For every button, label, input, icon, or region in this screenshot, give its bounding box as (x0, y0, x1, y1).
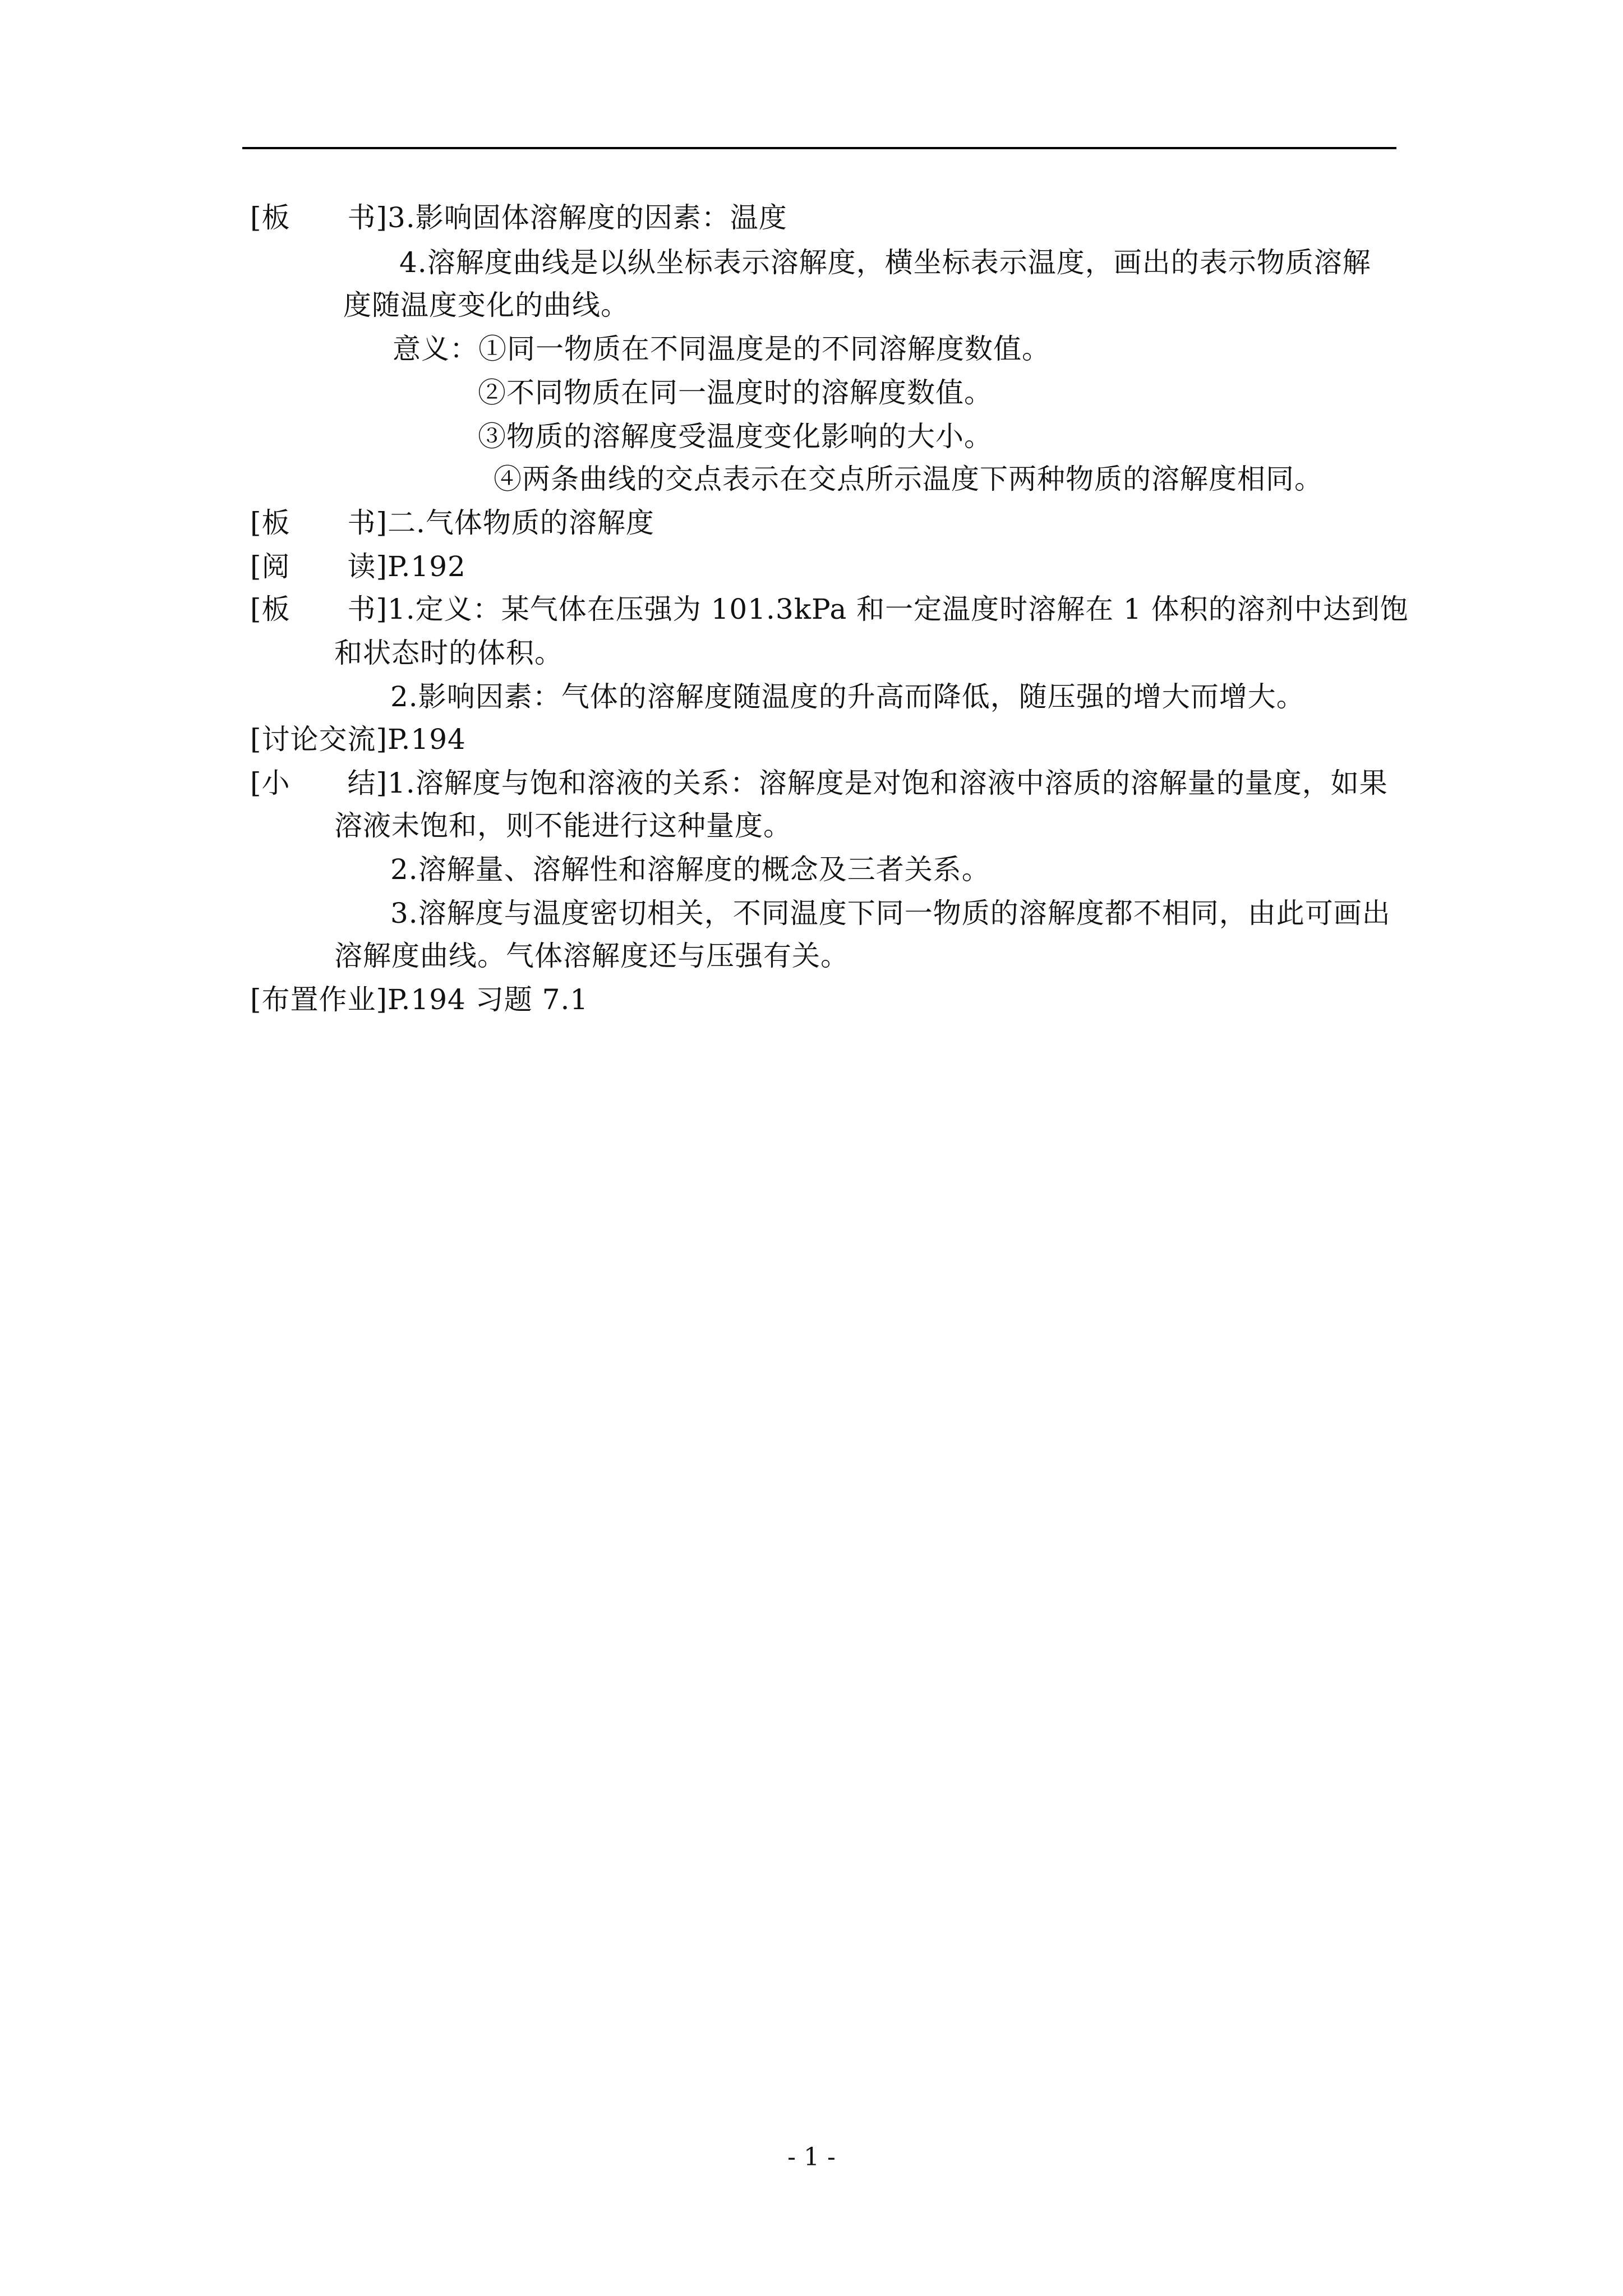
page-number: - 1 - (787, 2143, 836, 2171)
text-line (250, 505, 654, 541)
line-text: 溶液未饱和，则不能进行这种量度。 (334, 809, 792, 842)
section-tag: [布置作业] (250, 983, 388, 1016)
text-line (343, 287, 629, 323)
line-text: P.194 (388, 723, 466, 756)
header-rule (242, 147, 1396, 149)
line-text: 1.定义：某气体在压强为 101.3kPa 和一定温度时溶解在 1 体积的溶剂中达到饱 (388, 593, 1409, 625)
section-tag: [板 书] (250, 201, 388, 234)
line-text: 3.溶解度与温度密切相关，不同温度下同一物质的溶解度都不相同，由此可画出 (390, 897, 1391, 930)
text-line (478, 418, 993, 454)
text-line (334, 635, 563, 671)
text-line (250, 982, 588, 1018)
text-line (250, 591, 1409, 627)
line-text: 和状态时的体积。 (334, 637, 563, 669)
text-line (494, 461, 1323, 497)
text-line (334, 938, 849, 974)
text-line (478, 375, 993, 411)
section-tag: [板 书] (250, 593, 388, 625)
line-text: 3.影响固体溶解度的因素：温度 (388, 201, 787, 234)
line-text: ②不同物质在同一温度时的溶解度数值。 (478, 376, 993, 409)
section-tag: [讨论交流] (250, 723, 388, 756)
section-tag: [板 书] (250, 507, 388, 539)
text-line (250, 200, 787, 236)
text-line (334, 808, 792, 844)
line-text: 4.溶解度曲线是以纵坐标表示溶解度，横坐标表示温度，画出的表示物质溶解 (399, 246, 1371, 279)
section-tag: [小 结] (250, 767, 388, 799)
text-line (393, 331, 1050, 367)
line-text: 溶解度曲线。气体溶解度还与压强有关。 (334, 940, 849, 972)
line-text: 2.溶解量、溶解性和溶解度的概念及三者关系。 (390, 853, 990, 886)
line-text: ③物质的溶解度受温度变化影响的大小。 (478, 420, 993, 453)
line-text: 二.气体物质的溶解度 (388, 507, 654, 539)
line-text: P.194 习题 7.1 (388, 983, 589, 1016)
line-text: 意义：①同一物质在不同温度是的不同溶解度数值。 (393, 333, 1050, 365)
text-line (390, 895, 1391, 931)
line-text: 度随温度变化的曲线。 (343, 289, 629, 321)
line-text: 1.溶解度与饱和溶液的关系：溶解度是对饱和溶液中溶质的溶解量的量度，如果 (388, 767, 1388, 799)
text-line (250, 549, 466, 585)
text-line (250, 721, 466, 757)
text-line (399, 245, 1371, 280)
text-line (390, 679, 1305, 715)
line-text: 2.影响因素：气体的溶解度随温度的升高而降低，随压强的增大而增大。 (390, 680, 1305, 713)
text-line (250, 765, 1388, 801)
section-tag: [阅 读] (250, 550, 388, 583)
line-text: P.192 (388, 550, 466, 583)
line-text: ④两条曲线的交点表示在交点所示温度下两种物质的溶解度相同。 (494, 463, 1323, 495)
text-line (390, 852, 990, 887)
